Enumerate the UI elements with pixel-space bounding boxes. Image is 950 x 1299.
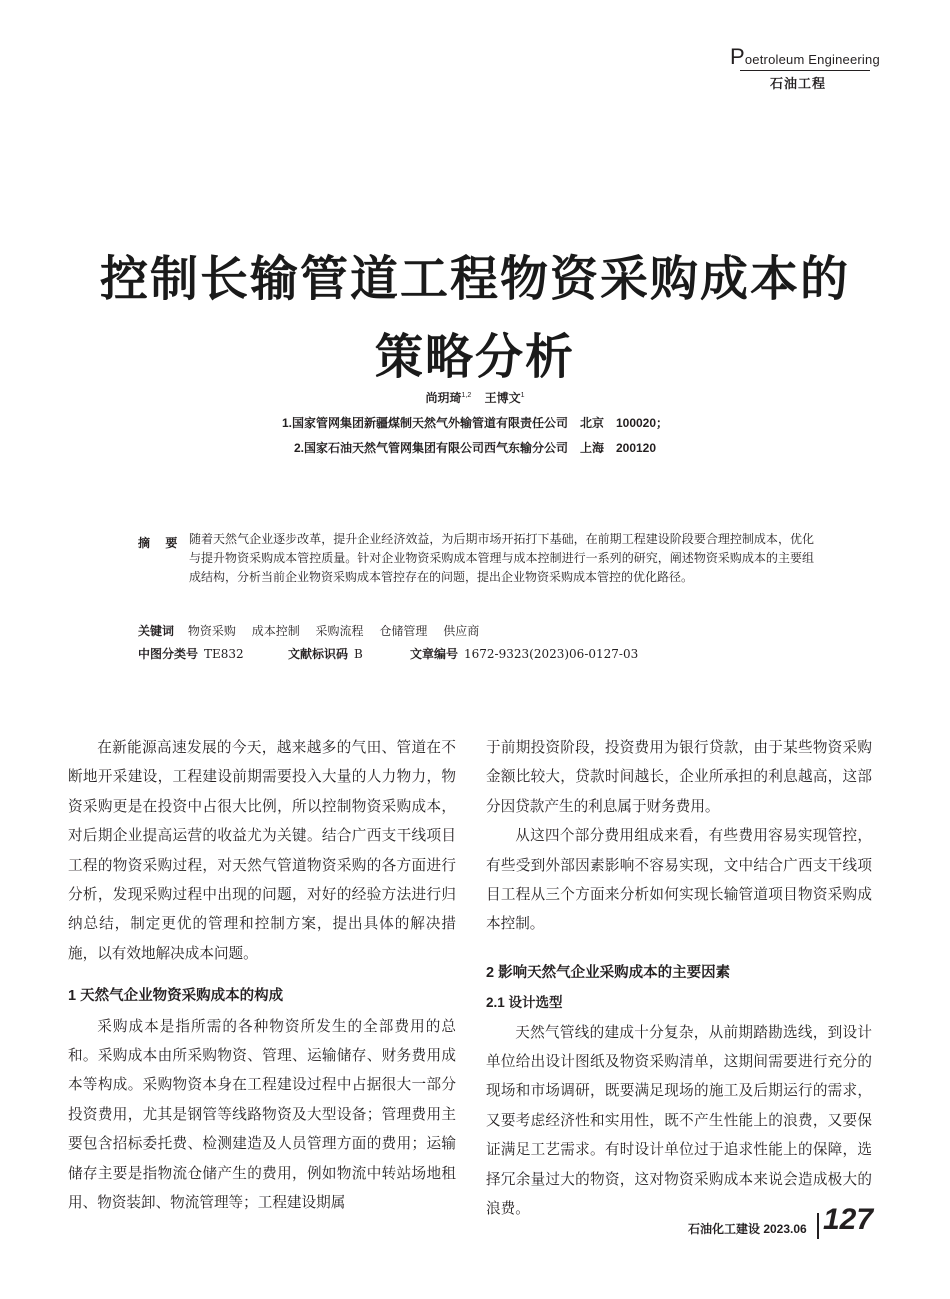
- article-number-label: 文章编号: [410, 647, 459, 661]
- section-1-heading: 1 天然气企业物资采购成本的构成: [68, 988, 284, 1005]
- affiliation-1: 1.国家管网集团新疆煤制天然气外输管道有限责任公司 北京 100020；: [281, 416, 669, 430]
- affiliation-2: 2.国家石油天然气管网集团有限公司西气东输分公司 上海 200120: [293, 441, 657, 455]
- article-title-line-1: 控制长输管道工程物资采购成本的: [99, 251, 850, 307]
- cost-composition-paragraph: 从这四个部分费用组成来看，有些费用容易实现管控，有些受到外部因素影响不容易实现，文中结合广西支干线项目工程从三个方面来分析如何实现长输管道项目物资采购成本控制。: [486, 827, 872, 933]
- footer-journal-issue: 石油化工建设 2023.06: [688, 1222, 807, 1236]
- document-code-value: B: [354, 647, 363, 661]
- section-2-1-heading: 2.1 设计选型: [486, 995, 563, 1011]
- author-1-affiliation-mark: 1,2: [461, 392, 472, 399]
- author-line: [0, 389, 950, 406]
- keywords-label: 关键词: [138, 624, 175, 638]
- keyword: 成本控制: [251, 624, 300, 638]
- journal-name-cn: 石油工程: [770, 76, 827, 91]
- author-2: 王博文: [484, 391, 521, 405]
- journal-name-en: [730, 46, 880, 68]
- journal-name-initial: P: [730, 44, 745, 69]
- clc-label: 中图分类号: [138, 647, 199, 661]
- author-1: 尚玥琦: [425, 391, 462, 405]
- abstract-text: 随着天然气企业逐步改革，提升企业经济效益，为后期市场开拓打下基础，在前期工程建设阶段要合理控制成本，优化与提升物资采购成本管控质量。针对企业物资采购成本管理与成本控制进行一系列的研究，阐述物资采购成本的主要组成结构，分析当前企业物资采购成本管控存在的问题，提出企业物资采购成本管控的优化路径。: [189, 532, 814, 585]
- header-rule: [740, 70, 870, 71]
- section-2-1-paragraph: 天然气管线的建成十分复杂，从前期踏勘选线，到设计单位给出设计图纸及物资采购清单，这期间需要进行充分的现场和市场调研，既要满足现场的施工及后期运行的需求，又要考虑经济性和实用性，既不产生性能上的浪费，又要保证满足工艺需求。有时设计单位过于追求性能上的保障，选择冗余量过大的物资，这对物资采购成本来说会造成极大的浪费。: [486, 1023, 872, 1218]
- intro-paragraph: 在新能源高速发展的今天，越来越多的气田、管道在不断地开采建设，工程建设前期需要投入大量的人力物力，物资采购更是在投资中占很大比例，所以控制物资采购成本，对后期企业提高运营的收益尤为关键。结合广西支干线项目工程的物资采购过程，对天然气管道物资采购的各方面进行分析，发现采购过程中出现的问题，对好的经验方法进行归纳总结，制定更优的管理和控制方案，提出具体的解决措施，以有效地解决成本问题。: [68, 739, 456, 962]
- keywords: [138, 622, 491, 639]
- keyword: 仓储管理: [379, 624, 428, 638]
- abstract-label: 摘 要: [138, 536, 184, 550]
- classification-line: [138, 645, 838, 662]
- article-number-value: 1672-9323(2023)06-0127-03: [464, 647, 639, 661]
- footer-divider: [817, 1213, 819, 1239]
- section-1-paragraph: 采购成本是指所需的各种物资所发生的全部费用的总和。采购成本由所采购物资、管理、运输储存、财务费用成本等构成。采购物资本身在工程建设过程中占据很大一部分投资费用，尤其是钢管等线路物资及大型设备；管理费用主要包含招标委托费、检测建造及人员管理方面的费用；运输储存主要是指物流仓储产生的费用，例如物流中转站场地租用、物资装卸、物流管理等；工程建设期属: [68, 1017, 456, 1212]
- clc-value: TE832: [204, 647, 244, 661]
- body-column-right: [486, 733, 872, 1224]
- keyword: 物资采购: [187, 624, 236, 638]
- document-code-label: 文献标识码: [288, 647, 349, 661]
- author-2-affiliation-mark: 1: [520, 392, 525, 399]
- section-2-heading: 2 影响天然气企业采购成本的主要因素: [486, 964, 731, 981]
- journal-name-en-rest: oetroleum Engineering: [744, 52, 880, 67]
- keyword: 采购流程: [315, 624, 364, 638]
- keyword: 供应商: [443, 624, 480, 638]
- article-title-line-2: 策略分析: [374, 329, 575, 385]
- body-column-left: [68, 733, 456, 1218]
- page-number: 127: [823, 1203, 874, 1236]
- continued-paragraph: 于前期投资阶段，投资费用为银行贷款，由于某些物资采购金额比较大，贷款时间越长，企业所承担的利息越高，这部分因贷款产生的利息属于财务费用。: [486, 739, 872, 815]
